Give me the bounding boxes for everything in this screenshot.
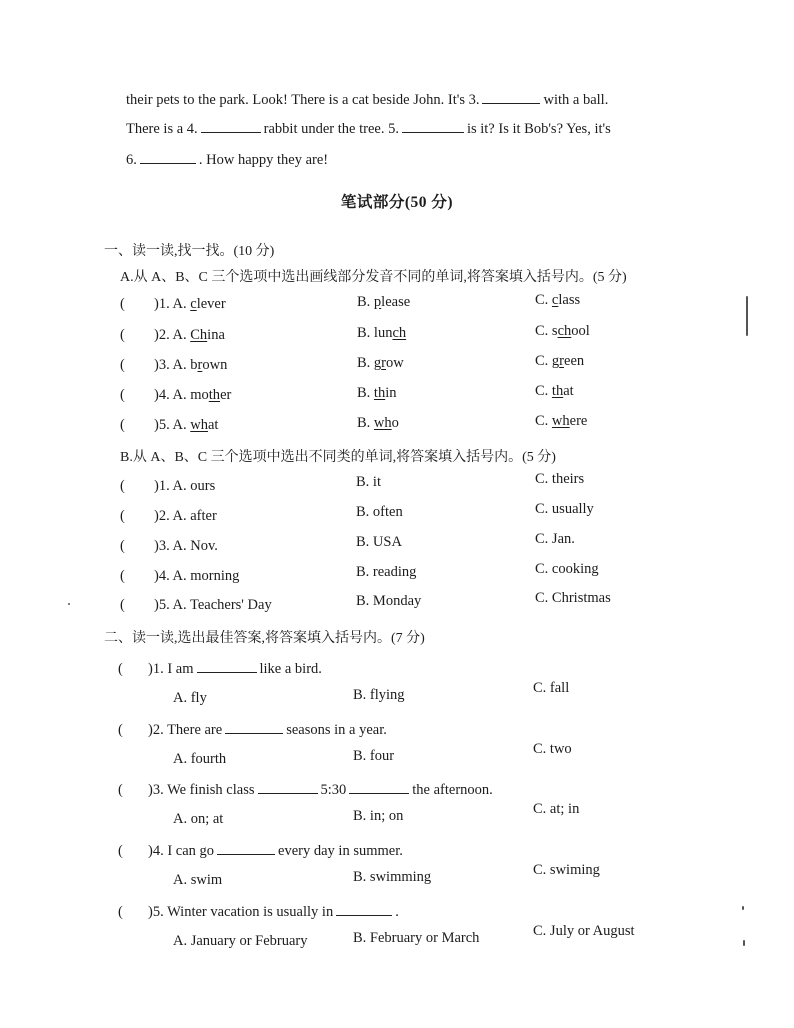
part-b-instruction: B.从 A、B、C 三个选项中选出不同类的单词,将答案填入括号内。(5 分) bbox=[120, 450, 556, 465]
question-stem-end: . bbox=[395, 904, 399, 920]
option-c: C. theirs bbox=[535, 471, 585, 487]
passage-line-3 bbox=[126, 149, 328, 169]
option-c-pre: C. bbox=[535, 292, 552, 308]
question-number: )5. A. bbox=[154, 417, 191, 433]
part-a-instruction: A.从 A、B、C 三个选项中选出画线部分发音不同的单词,将答案填入括号内。(5 分) bbox=[120, 270, 627, 285]
option-b-pre: B. lun bbox=[357, 325, 393, 341]
question-stem: )1. I am bbox=[148, 661, 194, 677]
option-b-underlined: r bbox=[381, 355, 387, 371]
question-stem-end: seasons in a year. bbox=[286, 722, 387, 738]
question-row bbox=[118, 840, 403, 860]
option-c-underlined: ch bbox=[557, 323, 572, 339]
answer-blank-4 bbox=[201, 118, 261, 133]
option-b-post: lease bbox=[381, 294, 411, 310]
option-b bbox=[357, 294, 410, 311]
answer-paren[interactable]: ( bbox=[120, 597, 125, 613]
scan-mark bbox=[742, 906, 744, 910]
option-c: C. swiming bbox=[533, 862, 600, 878]
option-b-pre: B. g bbox=[357, 355, 382, 371]
question-row bbox=[118, 658, 322, 678]
question-row bbox=[118, 719, 387, 739]
option-c: C. July or August bbox=[533, 923, 635, 939]
scan-mark bbox=[68, 603, 70, 605]
answer-blank bbox=[225, 719, 283, 734]
option-c-post: een bbox=[564, 353, 585, 369]
option-c-post: at bbox=[563, 383, 574, 399]
option-a-pre: mo bbox=[190, 387, 209, 403]
answer-paren[interactable]: ( bbox=[120, 417, 125, 433]
question-row bbox=[118, 779, 493, 799]
option-c-underlined: c bbox=[551, 292, 559, 308]
option-b bbox=[357, 325, 406, 342]
question-row bbox=[120, 538, 218, 555]
answer-paren[interactable]: ( bbox=[118, 722, 123, 738]
option-b: B. often bbox=[356, 504, 403, 520]
option-c bbox=[535, 292, 580, 309]
question-stem: )2. There are bbox=[148, 722, 223, 738]
option-c: C. at; in bbox=[533, 801, 580, 817]
question-stem-end: the afternoon. bbox=[412, 782, 493, 798]
question-option-a: )5. A. Teachers' Day bbox=[154, 597, 272, 613]
option-c-pre: C. s bbox=[535, 323, 558, 339]
question-row bbox=[120, 387, 231, 404]
option-b: B. USA bbox=[356, 534, 402, 550]
option-c: C. fall bbox=[533, 680, 570, 696]
section-2-heading: 二、读一读,选出最佳答案,将答案填入括号内。(7 分) bbox=[104, 631, 425, 646]
question-option-a: )4. A. morning bbox=[154, 568, 240, 584]
question-stem: )4. I can go bbox=[148, 843, 215, 859]
answer-paren[interactable]: ( bbox=[120, 538, 125, 554]
option-c: C. cooking bbox=[535, 561, 599, 577]
option-a: A. on; at bbox=[173, 811, 224, 827]
question-number: )3. A. bbox=[154, 357, 191, 373]
answer-blank bbox=[258, 779, 318, 794]
answer-blank bbox=[336, 901, 392, 916]
answer-paren[interactable]: ( bbox=[118, 904, 123, 920]
option-c-pre: C. g bbox=[535, 353, 560, 369]
option-a-post: lever bbox=[196, 296, 226, 312]
option-a-underlined: c bbox=[190, 296, 197, 312]
option-b: B. swimming bbox=[353, 869, 432, 885]
option-a: A. January or February bbox=[173, 933, 308, 949]
option-a-underlined: wh bbox=[190, 417, 208, 433]
option-c bbox=[535, 413, 587, 430]
option-a-underlined: th bbox=[208, 387, 221, 403]
option-b-post: o bbox=[391, 415, 399, 431]
question-option-a: )2. A. after bbox=[154, 508, 217, 524]
option-c-pre: C. bbox=[535, 383, 552, 399]
passage-text: 6. bbox=[126, 152, 137, 168]
answer-blank-6 bbox=[140, 149, 196, 164]
answer-paren[interactable]: ( bbox=[120, 387, 125, 403]
answer-blank bbox=[197, 658, 257, 673]
option-b: B. reading bbox=[356, 564, 417, 580]
option-a: A. swim bbox=[173, 872, 223, 888]
answer-blank-3 bbox=[482, 89, 540, 104]
option-b: B. February or March bbox=[353, 930, 480, 946]
answer-paren[interactable]: ( bbox=[120, 296, 125, 312]
question-row bbox=[120, 357, 227, 374]
option-c: C. Jan. bbox=[535, 531, 575, 547]
option-b: B. four bbox=[353, 748, 395, 764]
question-stem-end: like a bird. bbox=[259, 661, 322, 677]
option-b-underlined: th bbox=[373, 385, 386, 401]
question-option-a: )1. A. ours bbox=[154, 478, 216, 494]
option-a-underlined: r bbox=[197, 357, 203, 373]
answer-blank bbox=[217, 840, 275, 855]
option-b bbox=[357, 385, 396, 402]
answer-paren[interactable]: ( bbox=[118, 843, 123, 859]
question-stem: )5. Winter vacation is usually in bbox=[148, 904, 334, 920]
question-number: )1. A. bbox=[154, 296, 191, 312]
question-row bbox=[120, 597, 272, 614]
answer-paren[interactable]: ( bbox=[120, 478, 125, 494]
option-b-underlined: p bbox=[373, 294, 382, 310]
answer-paren[interactable]: ( bbox=[120, 327, 125, 343]
option-c bbox=[535, 323, 590, 340]
option-b: B. it bbox=[356, 474, 381, 490]
passage-line-1 bbox=[126, 89, 608, 109]
option-b-underlined: wh bbox=[373, 415, 392, 431]
question-row bbox=[120, 296, 226, 313]
question-row bbox=[120, 508, 217, 525]
option-b-post: in bbox=[385, 385, 397, 401]
answer-paren[interactable]: ( bbox=[118, 661, 123, 677]
option-c-post: ool bbox=[571, 323, 590, 339]
question-stem-end: every day in summer. bbox=[278, 843, 403, 859]
option-b-post: ow bbox=[386, 355, 404, 371]
question-stem-mid: 5:30 bbox=[320, 782, 347, 798]
question-row bbox=[120, 327, 225, 344]
question-row bbox=[118, 901, 399, 921]
passage-text: their pets to the park. Look! There is a cat beside John. It's 3. bbox=[126, 92, 480, 108]
option-b: B. Monday bbox=[356, 593, 422, 609]
option-c-pre: C. bbox=[535, 413, 552, 429]
section-1-heading: 一、读一读,找一找。(10 分) bbox=[104, 244, 275, 259]
question-row bbox=[120, 417, 218, 434]
passage-text: . How happy they are! bbox=[198, 152, 329, 168]
answer-paren[interactable]: ( bbox=[120, 568, 125, 584]
option-c-underlined: th bbox=[551, 383, 564, 399]
answer-paren[interactable]: ( bbox=[120, 508, 125, 524]
option-c-underlined: wh bbox=[551, 413, 570, 429]
question-option-a: )3. A. Nov. bbox=[154, 538, 218, 554]
option-a-pre: b bbox=[190, 357, 198, 373]
scan-mark bbox=[746, 296, 748, 336]
answer-blank-5 bbox=[402, 118, 464, 133]
passage-text: There is a 4. bbox=[126, 121, 198, 137]
option-a: A. fourth bbox=[173, 751, 227, 767]
option-b-underlined: ch bbox=[392, 325, 407, 341]
option-b bbox=[357, 355, 404, 372]
option-b-pre: B. bbox=[357, 294, 374, 310]
option-c: C. two bbox=[533, 741, 572, 757]
option-b-pre: B. bbox=[357, 415, 374, 431]
question-number: )2. A. bbox=[154, 327, 191, 343]
passage-text: with a ball. bbox=[543, 92, 609, 108]
option-c: C. Christmas bbox=[535, 590, 611, 606]
option-b-pre: B. bbox=[357, 385, 374, 401]
option-a-post: own bbox=[202, 357, 228, 373]
answer-blank bbox=[349, 779, 409, 794]
passage-line-2 bbox=[126, 118, 611, 138]
option-a-post: er bbox=[220, 387, 232, 403]
option-c-post: ere bbox=[569, 413, 588, 429]
question-row bbox=[120, 568, 239, 585]
option-c-post: lass bbox=[558, 292, 581, 308]
question-number: )4. A. bbox=[154, 387, 191, 403]
option-a-post: ina bbox=[207, 327, 225, 343]
option-a-underlined: Ch bbox=[190, 327, 208, 343]
option-b: B. in; on bbox=[353, 808, 404, 824]
scan-mark bbox=[743, 940, 745, 946]
option-b bbox=[357, 415, 399, 432]
option-c bbox=[535, 383, 574, 400]
question-stem: )3. We finish class bbox=[148, 782, 255, 798]
option-a: A. fly bbox=[173, 690, 207, 706]
question-row bbox=[120, 478, 215, 495]
option-b: B. flying bbox=[353, 687, 405, 703]
answer-paren[interactable]: ( bbox=[120, 357, 125, 373]
written-part-title: 笔试部分(50 分) bbox=[340, 194, 454, 211]
passage-text: rabbit under the tree. 5. bbox=[263, 121, 399, 137]
option-c bbox=[535, 353, 584, 370]
option-c-underlined: r bbox=[559, 353, 565, 369]
option-c: C. usually bbox=[535, 501, 594, 517]
answer-paren[interactable]: ( bbox=[118, 782, 123, 798]
option-a-post: at bbox=[207, 417, 219, 433]
passage-text: is it? Is it Bob's? Yes, it's bbox=[466, 121, 611, 137]
